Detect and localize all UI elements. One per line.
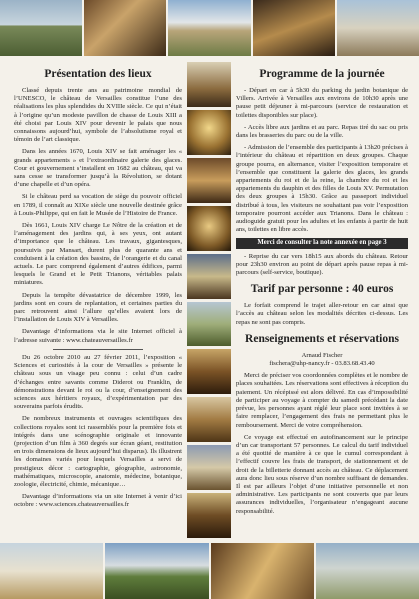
- paragraph: Classé depuis trente ans au patrimoine mondial de l’UNESCO, le château de Versailles constitue l’une des réalisations les plus splendides du XVIIIe siècle. Ce qui n’était à l’origine qu’un modeste pavillon de chasse de Louis XIII a été choisi par Louis XIV pour devenir le palais que nous connaissons aujourd’hui, symbole de l’absolutisme royal et témoin de l’art classique.: [14, 87, 182, 144]
- paragraph: - Accès libre aux jardins et au parc. Repas tiré du sac ou pris dans les brasseries du parc ou de la ville.: [236, 123, 408, 140]
- object-photo: [187, 397, 231, 442]
- paragraph: Si le château perd sa vocation de siège du pouvoir officiel en 1789, il connaît au XIXe siècle une nouvelle destinée grâce à Louis-Philippe, qui en fait le Musée de l’Histoire de France.: [14, 193, 182, 217]
- contact-info: fischera@uhp-nancy.fr - 03.83.68.43.40: [269, 360, 375, 368]
- divider: [53, 349, 143, 350]
- garden-photo: [0, 0, 82, 56]
- globe-photo: [187, 110, 231, 155]
- paragraph: Davantage d’informations via un site Internet à venir d’ici octobre : www.sciences.chateauversailles.fr: [14, 493, 182, 509]
- paragraph: Le forfait comprend le trajet aller-retour en car ainsi que l’accès au château selon les modalités décrites ci-dessus. Les repas ne sont pas compris.: [236, 302, 408, 326]
- paragraph: Du 26 octobre 2010 au 27 février 2011, l’exposition « Sciences et curiosités à la cour de Versailles » présente le château sous un visage peu connu : celui d’un cadre d’échanges entre savants comme Diderot ou Franklin, de démonstrations devant le roi ou la cour, d’enseignement des sciences aux héritiers royaux, d’expérimentation par des souverains parfois érudits.: [14, 353, 182, 411]
- right-column: [236, 62, 408, 520]
- palace-photo: [168, 0, 250, 56]
- garden-photo: [105, 543, 208, 599]
- photo-sidebar: [187, 62, 231, 538]
- garden-photo: [316, 543, 419, 599]
- bottom-photo-strip: [0, 543, 419, 599]
- clock-photo: [187, 206, 231, 251]
- portrait-photo: [187, 445, 231, 490]
- paragraph: - Reprise du car vers 18h15 aux abords du château. Retour pour 23h30 environ au point de départ après pause repas à mi-parcours (self-service, boutique).: [236, 252, 408, 277]
- portrait-photo: [187, 62, 231, 107]
- object-photo: [187, 349, 231, 394]
- section-title: Programme de la journée: [259, 68, 385, 80]
- section-title: Renseignements et réservations: [245, 332, 399, 345]
- instrument-photo: [187, 158, 231, 203]
- interior-photo: [253, 0, 335, 56]
- paragraph: Dans les années 1670, Louis XIV se fait aménager les « grands appartements » et l’extraordinaire galerie des glaces. Cour et gouvernement s’installent en 1682 au château, qui va sans cesse se transformer jusqu’à la Révolution, se dotant d’une chapelle et d’un opéra.: [14, 148, 182, 189]
- paragraph: - Admission de l’ensemble des participants à 13h20 précises à l’intérieur du château et répartition en deux groupes. Chaque groupe pourra, en alternance, visiter l’exposition temporaire et l’ensemble que constituent la galerie des glaces, les grands appartements du roi et de la reine, la chambre du roi et les appartements du dauphin et des filles de Louis XV. Permutation des deux groupes à 15h30. Grâce au passeport individuel distribué à tous, les visiteurs ne souhaitant pas voir l’exposition temporaire pourront accéder aux Trianons. Dans le château : audioguide gratuit pour les adultes et les enfants à partir de huit ans, toilettes en libre accès.: [236, 144, 408, 234]
- section-title: Présentation des lieux: [44, 68, 152, 80]
- paragraph: Merci de préciser vos coordonnées complètes et le nombre de places souhaitées. Les réservations sont effectives à réception du paiement. Un récépissé est alors délivré. En cas d’impossibilité de participer au voyage à compter du samedi précédant la date prévue, les personnes ayant réglé leur place sont invitées à se faire remplacer, l’engagement des frais ne permettant plus le remboursement. Merci de votre compréhension.: [236, 372, 408, 429]
- object-photo: [187, 493, 231, 538]
- paragraph: De nombreux instruments et ouvrages scientifiques des collections royales sont ici rassemblés pour la première fois et intégrés dans une scénographie originale et innovante (projection d’un film à 360 degrés sur écran géant, restitution en trois dimensions de lieux aujourd’hui disparus). Ils illustrent les domaines variés pour lesquels Versailles a servi de prestigieux décor : cartographie, géographie, astronomie, mathématiques, microscopie, anatomie, médecine, botanique, zoologie, électricité, chimie, mécanique…: [14, 415, 182, 488]
- top-photo-strip: [0, 0, 419, 56]
- gallery-photo: [0, 543, 103, 599]
- paragraph: - Départ en car à 5h30 du parking du jardin botanique de Villers. Arrivée à Versailles aux environs de 10h30 après une pause petit déjeuner à mi-parcours (service de restauration et toilettes disponibles sur place).: [236, 87, 408, 119]
- interior-photo: [84, 0, 166, 56]
- paragraph: Dès 1661, Louis XIV charge Le Nôtre de la création et de l’aménagement des jardins qui, à ses yeux, ont autant d’importance que le château. Les travaux, gigantesques, poursuivis par Mansart, durent plus de quarante ans et conduisent à la création des bassins, de l’orangerie et du canal actuels. Le parc comprend également d’autres édifices, parmi lesquels le Grand et le Petit Trianons, véritables palais miniatures.: [14, 222, 182, 287]
- notice-banner: Merci de consulter la note annexée en page 3: [236, 238, 408, 248]
- garden-photo: [187, 302, 231, 347]
- palace-photo: [337, 0, 419, 56]
- paragraph: Depuis la tempête dévastatrice de décembre 1999, les jardins sont en cours de replantation, et certaines parties du parc retrouvent ainsi l’allure qu’elles avaient lors de l’installation de Louis XIV à Versailles.: [14, 291, 182, 324]
- paragraph: Ce voyage est effectué en autofinancement sur le principe d’un car transportant 57 personnes. Le calcul du tarif individuel a été quotité de manière à ce que le cumul correspondant à l’effectif couvre les frais de transport, de stationnement et de droit de la billetterie donnant accès au château. Ce déplacement aura donc lieu sous réserve d’un nombre suffisant de demandes. Il est par ailleurs l’objet d’une initiative personnelle et non administrative. Les participants ne sont couverts que par leurs assurances individuelles, l’organisateur n’engageant aucune responsabilité.: [236, 433, 408, 515]
- left-column: [14, 62, 182, 514]
- price-title: Tarif par personne : 40 euros: [250, 283, 394, 296]
- paragraph: Davantage d’informations via le site Internet officiel à l’adresse suivante : www.chateauversailles.fr: [14, 328, 182, 344]
- painting-photo: [187, 254, 231, 299]
- interior-photo: [211, 543, 314, 599]
- contact-name: Arnaud Fischer: [301, 351, 343, 359]
